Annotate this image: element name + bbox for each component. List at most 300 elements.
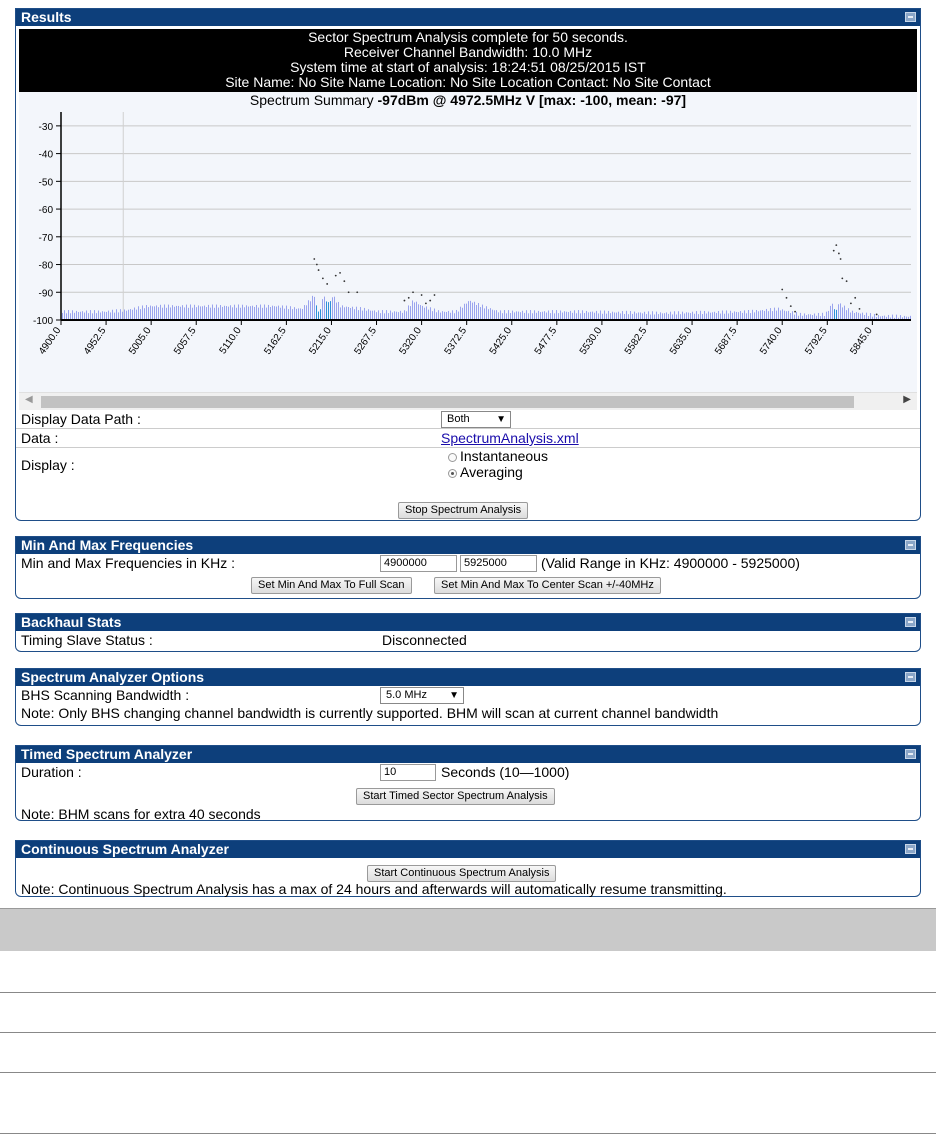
spectrum-bar bbox=[296, 309, 297, 320]
spectrum-bar bbox=[776, 311, 777, 320]
spectrum-bar bbox=[552, 310, 553, 320]
radio-averaging[interactable] bbox=[448, 469, 457, 478]
spectrum-bar bbox=[692, 312, 693, 320]
spectrum-bar bbox=[204, 306, 205, 320]
x-tick-label: 4900.0 bbox=[36, 325, 64, 357]
spectrum-bar bbox=[396, 312, 397, 320]
spectrum-bar bbox=[408, 305, 409, 320]
spectrum-bar bbox=[320, 309, 321, 320]
spectrum-bar bbox=[774, 308, 775, 320]
spectrum-bar bbox=[138, 306, 139, 320]
spectrum-bar bbox=[334, 297, 335, 320]
spectrum-bar bbox=[636, 313, 637, 320]
horizontal-scrollbar[interactable] bbox=[19, 392, 917, 410]
stop-spectrum-analysis-button[interactable]: Stop Spectrum Analysis bbox=[398, 502, 528, 519]
timing-slave-label: Timing Slave Status : bbox=[21, 632, 153, 648]
spectrum-bar bbox=[640, 313, 641, 320]
spectrum-bar bbox=[766, 309, 767, 320]
spectrum-bar bbox=[340, 307, 341, 320]
spectrum-bar bbox=[232, 307, 233, 320]
spectrum-bar bbox=[238, 304, 239, 320]
max-hold-point bbox=[425, 302, 427, 304]
spectrum-bar bbox=[738, 312, 739, 320]
collapse-icon[interactable] bbox=[905, 672, 916, 682]
spectrum-bar bbox=[800, 313, 801, 320]
spectrum-bar bbox=[462, 308, 463, 320]
spectrum-bar bbox=[68, 310, 69, 320]
spectrum-bar bbox=[84, 313, 85, 320]
spectrum-bar bbox=[330, 301, 331, 320]
collapse-icon[interactable] bbox=[905, 749, 916, 759]
spectrum-bar bbox=[110, 312, 111, 320]
spectrum-bar bbox=[288, 309, 289, 320]
spectrum-bar bbox=[528, 313, 529, 320]
collapse-icon[interactable] bbox=[905, 540, 916, 550]
spectrum-bar bbox=[846, 310, 847, 320]
spectrum-bar bbox=[342, 305, 343, 320]
spectrum-bar bbox=[244, 307, 245, 320]
max-hold-point bbox=[412, 291, 414, 293]
backhaul-panel bbox=[15, 613, 921, 652]
spectrum-bar bbox=[446, 312, 447, 320]
spectrum-bar bbox=[208, 305, 209, 320]
chevron-down-icon: ▼ bbox=[496, 414, 506, 425]
x-tick-label: 5845.0 bbox=[848, 325, 875, 357]
min-max-header bbox=[16, 537, 920, 554]
spectrum-bar bbox=[350, 308, 351, 320]
spectrum-bar bbox=[344, 307, 345, 320]
duration-unit: Seconds (10—1000) bbox=[441, 764, 570, 780]
spectrum-bar bbox=[260, 305, 261, 320]
full-scan-button[interactable]: Set Min And Max To Full Scan bbox=[251, 577, 412, 594]
min-max-panel bbox=[15, 536, 921, 599]
duration-label: Duration : bbox=[21, 764, 82, 780]
spectrum-bar bbox=[558, 313, 559, 320]
spectrum-bar bbox=[468, 301, 469, 320]
spectrum-bar bbox=[710, 313, 711, 320]
max-hold-point bbox=[854, 297, 856, 299]
spectrum-bar bbox=[370, 311, 371, 320]
spectrum-bar bbox=[524, 313, 525, 320]
bhs-bandwidth-row bbox=[16, 686, 920, 704]
spectrum-bar bbox=[126, 311, 127, 320]
table-row bbox=[0, 951, 936, 993]
spectrum-bar bbox=[568, 312, 569, 320]
min-max-label: Min and Max Frequencies in KHz : bbox=[21, 555, 235, 571]
spectrum-bar bbox=[400, 311, 401, 320]
spectrum-bar bbox=[466, 304, 467, 320]
spectrum-bar bbox=[754, 312, 755, 320]
spectrum-chart bbox=[19, 108, 917, 390]
x-tick-label: 5477.5 bbox=[532, 325, 560, 357]
spectrum-bar bbox=[504, 310, 505, 320]
spectrum-bar bbox=[430, 307, 431, 320]
y-tick-label: -70 bbox=[38, 232, 53, 244]
spectrum-bar bbox=[744, 310, 745, 320]
table-row bbox=[0, 993, 936, 1033]
spectrum-bar bbox=[152, 306, 153, 320]
spectrum-bar bbox=[592, 312, 593, 320]
banner-line-2: Receiver Channel Bandwidth: 10.0 MHz bbox=[343, 44, 593, 60]
spectrum-bar bbox=[128, 310, 129, 320]
options-title: Spectrum Analyzer Options bbox=[21, 669, 205, 685]
spectrum-bar bbox=[326, 301, 327, 320]
max-hold-point bbox=[835, 244, 837, 246]
x-tick-label: 5372.5 bbox=[442, 325, 470, 357]
timed-title: Timed Spectrum Analyzer bbox=[21, 746, 193, 762]
collapse-icon[interactable] bbox=[905, 844, 916, 854]
center-scan-button[interactable]: Set Min And Max To Center Scan +/-40MHz bbox=[434, 577, 661, 594]
display-data-path-select[interactable] bbox=[441, 411, 511, 428]
spectrum-bar bbox=[130, 309, 131, 320]
spectrum-bar bbox=[596, 311, 597, 320]
y-tick-label: -30 bbox=[38, 121, 53, 133]
spectrum-bar bbox=[196, 307, 197, 320]
spectrum-bar bbox=[416, 302, 417, 320]
spectrum-bar bbox=[174, 307, 175, 320]
spectrum-bar bbox=[318, 312, 319, 320]
y-tick-label: -40 bbox=[38, 149, 53, 161]
spectrum-bar bbox=[784, 311, 785, 320]
spectrum-bar bbox=[444, 312, 445, 320]
start-timed-analysis-button[interactable]: Start Timed Sector Spectrum Analysis bbox=[356, 788, 555, 805]
options-note: Note: Only BHS changing channel bandwidth is currently supported. BHM will scan at current channel bandwidth bbox=[21, 705, 719, 721]
spectrum-bar bbox=[740, 311, 741, 320]
spectrum-bar bbox=[362, 311, 363, 320]
table-row bbox=[0, 1033, 936, 1073]
spectrum-bar bbox=[442, 311, 443, 320]
spectrum-xml-link[interactable]: SpectrumAnalysis.xml bbox=[441, 430, 579, 446]
spectrum-bar bbox=[246, 305, 247, 320]
spectrum-bar bbox=[772, 311, 773, 320]
spectrum-bar bbox=[848, 308, 849, 320]
spectrum-bar bbox=[696, 311, 697, 320]
spectrum-bar bbox=[560, 311, 561, 320]
min-frequency-input[interactable]: 4900000 bbox=[380, 555, 457, 572]
max-hold-point bbox=[434, 294, 436, 296]
spectrum-bar bbox=[610, 313, 611, 320]
start-continuous-analysis-button[interactable]: Start Continuous Spectrum Analysis bbox=[367, 865, 556, 882]
spectrum-bar bbox=[616, 313, 617, 320]
spectrum-bar bbox=[420, 305, 421, 320]
continuous-panel bbox=[15, 840, 921, 897]
analysis-banner bbox=[19, 29, 917, 92]
results-panel bbox=[15, 8, 921, 521]
spectrum-bar bbox=[480, 307, 481, 320]
spectrum-bar bbox=[788, 311, 789, 320]
radio-instantaneous[interactable] bbox=[448, 453, 457, 462]
y-tick-label: -80 bbox=[38, 260, 53, 272]
x-tick-label: 5582.5 bbox=[622, 325, 650, 357]
scroll-thumb[interactable] bbox=[41, 396, 854, 408]
continuous-title: Continuous Spectrum Analyzer bbox=[21, 841, 229, 857]
banner-line-1: Sector Spectrum Analysis complete for 50 seconds. bbox=[308, 29, 628, 45]
spectrum-bar bbox=[118, 312, 119, 320]
spectrum-bar bbox=[618, 312, 619, 320]
spectrum-bar bbox=[522, 311, 523, 320]
spectrum-bar bbox=[136, 310, 137, 320]
options-header bbox=[16, 669, 920, 686]
spectrum-bar bbox=[160, 305, 161, 320]
spectrum-bar bbox=[530, 310, 531, 320]
max-hold-point bbox=[840, 258, 842, 260]
spectrum-bar bbox=[544, 311, 545, 320]
spectrum-bar bbox=[224, 306, 225, 320]
spectrum-bar bbox=[242, 305, 243, 320]
duration-input[interactable]: 10 bbox=[380, 764, 436, 781]
x-tick-label: 5740.0 bbox=[758, 325, 785, 357]
spectrum-bar bbox=[404, 310, 405, 320]
spectrum-bar bbox=[782, 309, 783, 320]
spectrum-bar bbox=[182, 305, 183, 320]
spectrum-bar bbox=[386, 310, 387, 320]
spectrum-bar bbox=[866, 313, 867, 320]
spectrum-bar bbox=[862, 313, 863, 320]
spectrum-bar bbox=[670, 312, 671, 320]
spectrum-bar bbox=[266, 308, 267, 320]
spectrum-bar bbox=[758, 311, 759, 320]
spectrum-bar bbox=[652, 311, 653, 320]
timed-note: Note: BHM scans for extra 40 seconds bbox=[21, 806, 261, 822]
spectrum-bar bbox=[566, 312, 567, 320]
spectrum-bar bbox=[572, 313, 573, 320]
spectrum-bar bbox=[234, 305, 235, 320]
spectrum-bar bbox=[222, 307, 223, 320]
spectrum-bar bbox=[268, 305, 269, 320]
spectrum-bar bbox=[418, 304, 419, 320]
spectrum-bar bbox=[518, 312, 519, 320]
spectrum-bar bbox=[822, 313, 823, 320]
spectrum-bar bbox=[368, 309, 369, 320]
spectrum-bar bbox=[310, 301, 311, 320]
spectrum-bar bbox=[574, 310, 575, 320]
spectrum-bar bbox=[546, 313, 547, 320]
spectrum-bar bbox=[378, 310, 379, 320]
spectrum-bar bbox=[380, 313, 381, 320]
spectrum-bar bbox=[364, 308, 365, 320]
spectrum-bar bbox=[840, 303, 841, 320]
spectrum-bar bbox=[218, 308, 219, 320]
spectrum-bar bbox=[454, 313, 455, 320]
spectrum-bar bbox=[220, 305, 221, 320]
spectrum-bar bbox=[614, 312, 615, 320]
spectrum-bar bbox=[286, 306, 287, 320]
max-hold-point bbox=[781, 289, 783, 291]
spectrum-bar bbox=[172, 305, 173, 320]
spectrum-bar bbox=[278, 306, 279, 320]
max-hold-point bbox=[318, 269, 320, 271]
spectrum-bar bbox=[600, 310, 601, 320]
options-panel bbox=[15, 668, 921, 726]
x-tick-label: 5110.0 bbox=[217, 325, 244, 357]
data-label: Data : bbox=[21, 430, 59, 446]
spectrum-bar bbox=[216, 305, 217, 320]
spectrum-bar bbox=[428, 310, 429, 320]
display-option-instantaneous[interactable] bbox=[448, 448, 548, 464]
spectrum-bar bbox=[508, 310, 509, 320]
spectrum-bar bbox=[502, 313, 503, 320]
spectrum-bar bbox=[304, 305, 305, 320]
spectrum-bar bbox=[284, 309, 285, 320]
spectrum-bar bbox=[526, 310, 527, 320]
spectrum-bar bbox=[832, 304, 833, 320]
timing-slave-value: Disconnected bbox=[382, 632, 467, 648]
timed-panel bbox=[15, 745, 921, 821]
max-hold-point bbox=[421, 294, 423, 296]
spectrum-bar bbox=[422, 306, 423, 320]
spectrum-bar bbox=[336, 303, 337, 320]
spectrum-bar bbox=[274, 306, 275, 320]
spectrum-bar bbox=[492, 310, 493, 320]
bhs-bandwidth-value: 5.0 MHz bbox=[386, 689, 427, 701]
spectrum-bar bbox=[332, 297, 333, 320]
scroll-right-icon[interactable]: ▶ bbox=[903, 394, 911, 405]
spectrum-bar bbox=[470, 301, 471, 320]
spectrum-bar bbox=[514, 312, 515, 320]
spectrum-bar bbox=[78, 312, 79, 320]
spectrum-bar bbox=[674, 311, 675, 320]
spectrum-bar bbox=[760, 310, 761, 320]
spectrum-bar bbox=[206, 307, 207, 320]
spectrum-bar bbox=[472, 303, 473, 320]
spectrum-bar bbox=[856, 312, 857, 320]
spectrum-bar bbox=[586, 311, 587, 320]
spectrum-bar bbox=[314, 297, 315, 320]
x-tick-label: 5635.0 bbox=[667, 325, 695, 357]
spectrum-bar bbox=[830, 306, 831, 320]
spectrum-bar bbox=[436, 312, 437, 320]
display-row bbox=[16, 448, 920, 482]
spectrum-bar bbox=[230, 305, 231, 320]
min-max-row bbox=[16, 554, 920, 572]
duration-row bbox=[16, 763, 920, 781]
spectrum-bar bbox=[226, 306, 227, 320]
spectrum-bar bbox=[678, 311, 679, 320]
spectrum-bar bbox=[276, 307, 277, 320]
spectrum-bar bbox=[594, 313, 595, 320]
averaging-label: Averaging bbox=[460, 464, 523, 480]
spectrum-bar bbox=[178, 306, 179, 320]
spectrum-bar bbox=[258, 308, 259, 320]
spectrum-bar bbox=[562, 313, 563, 320]
spectrum-bar bbox=[682, 312, 683, 320]
spectrum-bar bbox=[388, 313, 389, 320]
spectrum-bar bbox=[786, 311, 787, 320]
spectrum-bar bbox=[176, 306, 177, 320]
spectrum-bar bbox=[162, 308, 163, 320]
display-option-averaging[interactable] bbox=[448, 464, 523, 480]
max-hold-point bbox=[408, 297, 410, 299]
chevron-down-icon: ▼ bbox=[449, 690, 459, 701]
spectrum-bar bbox=[842, 307, 843, 320]
spectrum-bar bbox=[154, 306, 155, 320]
spectrum-bar bbox=[764, 311, 765, 320]
spectrum-bar bbox=[270, 307, 271, 320]
spectrum-bar bbox=[790, 313, 791, 320]
spectrum-bar bbox=[306, 305, 307, 320]
backhaul-title: Backhaul Stats bbox=[21, 614, 122, 630]
spectrum-chart-area bbox=[19, 92, 917, 392]
spectrum-bar bbox=[62, 313, 63, 320]
spectrum-bar bbox=[358, 310, 359, 320]
spectrum-bar bbox=[836, 310, 837, 320]
max-hold-point bbox=[846, 280, 848, 282]
spectrum-bar bbox=[66, 313, 67, 320]
max-hold-point bbox=[339, 272, 341, 274]
x-tick-label: 5215.0 bbox=[307, 325, 334, 357]
spectrum-bar bbox=[88, 313, 89, 320]
spectrum-bar bbox=[150, 306, 151, 320]
max-hold-point bbox=[786, 297, 788, 299]
x-tick-label: 5005.0 bbox=[127, 325, 154, 357]
spectrum-bar bbox=[736, 312, 737, 320]
spectrum-bar bbox=[582, 310, 583, 320]
timed-header bbox=[16, 746, 920, 763]
spectrum-bar bbox=[382, 310, 383, 320]
spectrum-bar bbox=[440, 313, 441, 320]
spectrum-bar bbox=[98, 310, 99, 320]
scroll-left-icon[interactable]: ◀ bbox=[25, 394, 33, 405]
spectrum-bar bbox=[656, 312, 657, 320]
spectrum-bar bbox=[90, 310, 91, 320]
max-hold-point bbox=[850, 302, 852, 304]
banner-line-3: System time at start of analysis: 18:24:51 08/25/2015 IST bbox=[290, 59, 646, 75]
spectrum-bar bbox=[498, 312, 499, 320]
spectrum-bar bbox=[72, 310, 73, 320]
spectrum-bar bbox=[366, 311, 367, 320]
x-tick-label: 4952.5 bbox=[81, 325, 109, 357]
spectrum-bar bbox=[300, 308, 301, 320]
max-hold-point bbox=[790, 305, 792, 307]
spectrum-bar bbox=[134, 308, 135, 320]
spectrum-bar bbox=[298, 308, 299, 320]
instantaneous-label: Instantaneous bbox=[460, 448, 548, 464]
spectrum-bar bbox=[490, 308, 491, 320]
spectrum-bar bbox=[778, 308, 779, 320]
spectrum-bar bbox=[414, 302, 415, 320]
table-row bbox=[0, 1073, 936, 1134]
spectrum-bar bbox=[708, 312, 709, 320]
max-frequency-input[interactable]: 5925000 bbox=[460, 555, 537, 572]
collapse-icon[interactable] bbox=[905, 12, 916, 22]
spectrum-bar bbox=[570, 311, 571, 320]
spectrum-bar bbox=[252, 306, 253, 320]
spectrum-bar bbox=[292, 309, 293, 320]
spectrum-bar bbox=[796, 312, 797, 320]
spectrum-bar bbox=[730, 311, 731, 320]
spectrum-bar bbox=[158, 307, 159, 320]
spectrum-bar bbox=[264, 305, 265, 320]
spectrum-bar bbox=[424, 308, 425, 320]
spectrum-bar bbox=[716, 313, 717, 320]
x-tick-label: 5687.5 bbox=[713, 325, 740, 357]
spectrum-bar bbox=[688, 313, 689, 320]
spectrum-bar bbox=[132, 310, 133, 320]
spectrum-bar bbox=[410, 306, 411, 320]
spectrum-bar bbox=[852, 311, 853, 320]
bhs-bandwidth-select[interactable] bbox=[380, 687, 464, 704]
spectrum-bar bbox=[660, 312, 661, 320]
spectrum-bar bbox=[494, 310, 495, 320]
spectrum-bar bbox=[666, 312, 667, 320]
results-title: Results bbox=[21, 9, 72, 25]
collapse-icon[interactable] bbox=[905, 617, 916, 627]
spectrum-bar bbox=[348, 307, 349, 320]
min-max-title: Min And Max Frequencies bbox=[21, 537, 194, 553]
max-hold-point bbox=[343, 280, 345, 282]
spectrum-bar bbox=[106, 312, 107, 320]
spectrum-bar bbox=[166, 308, 167, 320]
